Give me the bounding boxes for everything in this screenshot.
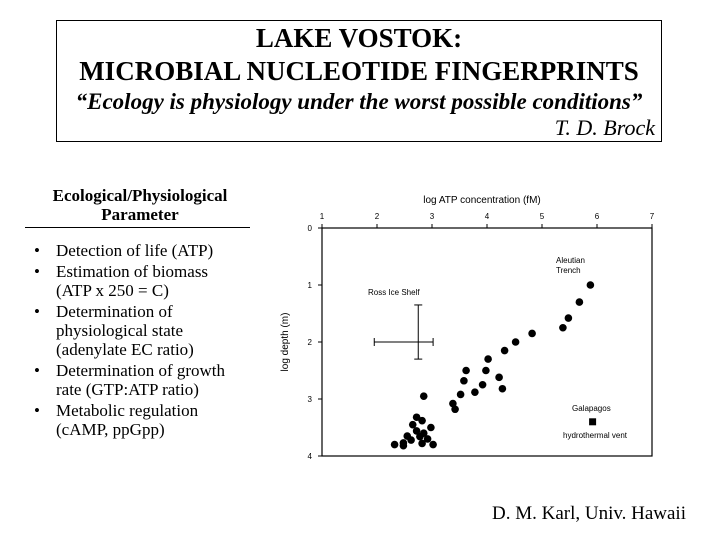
data-point [587,281,595,289]
data-point [457,391,465,399]
data-point [409,421,417,429]
annotation-hydrothermal-vent: hydrothermal vent [563,431,628,440]
data-point [528,330,536,338]
x-tick-label: 2 [374,212,380,221]
data-point [460,377,468,385]
list-item-line: (cAMP, ppGpp) [56,420,165,439]
data-point [565,314,573,322]
data-point [512,338,520,346]
parameter-heading-line-2: Parameter [101,205,179,224]
list-item-line: Determination of [56,302,173,321]
x-tick-label: 3 [429,212,435,221]
quote: “Ecology is physiology under the worst possible conditions” [75,89,643,114]
data-point [418,417,426,425]
y-tick-label: 2 [307,338,312,347]
list-item [34,361,294,399]
list-item-line: Metabolic regulation [56,401,199,420]
title-line-2: MICROBIAL NUCLEOTIDE FINGERPRINTS [79,56,639,86]
x-tick-label: 5 [539,212,545,221]
data-point [484,355,492,363]
x-tick-label: 6 [594,212,600,221]
data-point [482,367,490,375]
annotation-ross-ice-shelf: Ross Ice Shelf [368,288,420,297]
list-item [34,241,294,260]
bullet-icon: • [34,361,40,380]
y-tick-label: 0 [307,224,312,233]
y-tick-label: 4 [307,452,312,461]
y-axis-label: log depth (m) [280,312,291,372]
quote-attribution: T. D. Brock [554,115,655,140]
data-point [400,442,408,450]
x-tick-label: 7 [649,212,655,221]
x-axis-label: log ATP concentration (fM) [423,195,541,206]
parameter-list [34,241,294,441]
parameter-heading-rule [25,227,250,228]
list-item-line: (ATP x 250 = C) [56,281,169,300]
data-point [501,347,509,355]
bullet-icon: • [34,262,40,281]
data-point [451,405,459,413]
credit: D. M. Karl, Univ. Hawaii [491,503,686,524]
data-point [407,436,415,444]
data-point [418,440,426,448]
data-point [391,441,399,449]
data-point [429,441,437,449]
x-tick-label: 1 [319,212,325,221]
y-ticks [308,224,322,461]
annotation-trench: Trench [556,266,581,275]
data-point [416,433,424,441]
x-ticks [320,212,655,228]
annotation-galapagos: Galapagos [572,404,611,413]
x-tick-label: 4 [484,212,490,221]
plot-frame [322,228,652,456]
data-point [559,324,567,332]
y-tick-label: 3 [307,395,312,404]
title-box [56,20,662,142]
parameter-heading [24,186,256,224]
bullet-icon: • [34,401,40,420]
list-item-line: Determination of growth [56,361,226,380]
list-item-line: Detection of life (ATP) [56,241,214,260]
data-point-square [589,418,596,425]
annotation-aleutian: Aleutian [556,256,585,265]
data-point [471,388,479,396]
y-tick-label: 1 [307,281,312,290]
data-point [499,385,507,393]
data-points [391,281,596,449]
list-item-line: physiological state [56,321,184,340]
data-point [427,424,435,432]
list-item-line: rate (GTP:ATP ratio) [56,380,199,399]
data-point [479,381,487,389]
list-item-line: Estimation of biomass [56,262,209,281]
data-point [420,392,428,400]
list-item [34,401,294,439]
list-item [34,262,294,300]
bullet-icon: • [34,302,40,321]
data-point [462,367,470,375]
parameter-heading-line-1: Ecological/Physiological [52,186,228,205]
data-point [576,298,584,306]
atp-depth-scatter-chart [270,192,670,472]
title-line-1: LAKE VOSTOK: [255,23,463,53]
bullet-icon: • [34,241,40,260]
list-item [34,302,294,359]
list-item-line: (adenylate EC ratio) [56,340,194,359]
ross-ice-shelf-error-bar [374,305,433,359]
data-point [495,374,503,382]
